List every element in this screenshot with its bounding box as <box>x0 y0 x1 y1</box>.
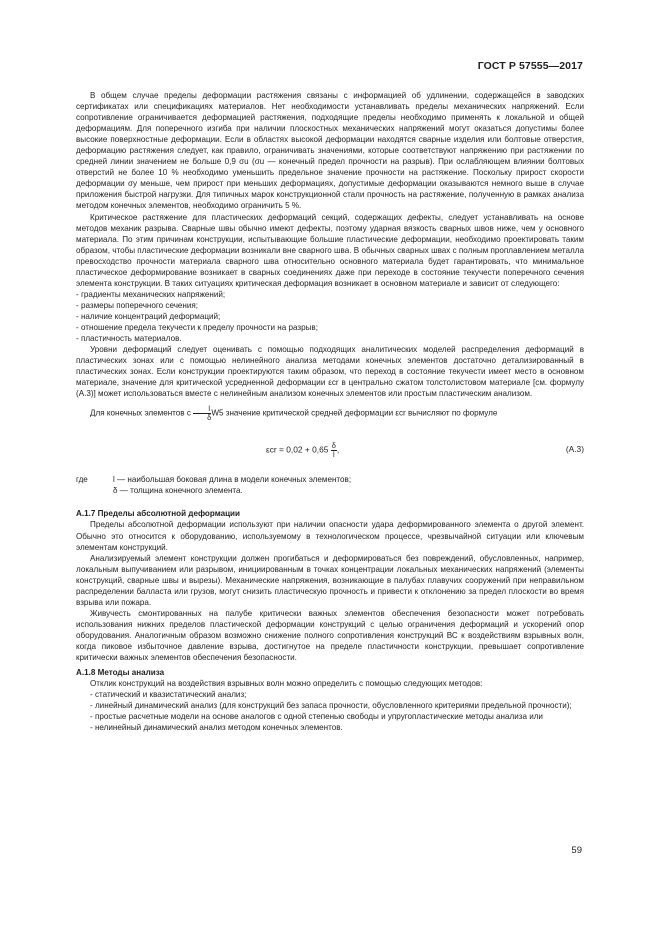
document-body <box>76 90 584 733</box>
formula-intro-pre: Для конечных элементов с <box>90 408 191 418</box>
list-item-text: статический и квазистатический анализ; <box>94 690 247 700</box>
list-item: - градиенты механических напряжений; <box>76 289 584 300</box>
formula-left: εcr = 0,02 + 0,65 <box>266 445 329 456</box>
where-row <box>76 474 584 485</box>
formula-denominator: l <box>332 450 335 460</box>
where-block <box>76 474 584 496</box>
where-definition-delta: δ — толщина конечного элемента. <box>113 486 243 496</box>
paragraph-tensile-limits: В общем случае пределы деформации растяжения связаны с информацией об удлинении, содержащейся в заводских сертификатах или спецификациях материалов. Нет необходимости устанавливать пределы механических напряжений. Если сопротивление ограничивается деформацией растяжения, подходящие пределы необходимо применять к локальной и общей деформациям. Для поперечного изгиба при наличии плоскостных механических напряжений могут оказаться допустимы более высокие поверхностные деформации. Если в областях высокой деформации находятся сварные изделия или болтовые отверстия, деформацию растяжения следует, как правило, ограничивать значениями, которые соответствуют напряжению при растяжении по средней линии значением не больше 0,9 σu (σu — конечный предел прочности на разрыв). При ослабляющем влиянии болтовых отверстий не более 10 % необходимо уменьшить предельное значение прочности на растяжение. Поскольку прирост скорости деформации σy меньше, чем прирост при меньших деформациях, допустимые деформации оказываются немного выше в случае приложения быстрой нагрузки. Для типичных марок конструкционной стали прочность на растяжение, полученную в рамках анализа методом конечных элементов, необходимо ограничить 5 %. <box>76 91 584 211</box>
section-heading-analysis-methods: А.1.8 Методы анализа <box>76 668 165 678</box>
formula-numerator: δ <box>331 441 336 451</box>
list-item: - простые расчетные модели на основе аналогов с одной степенью свободы и упругопластические методы анализа или <box>90 712 543 722</box>
paragraph-deformation-levels: Уровни деформаций следует оценивать с помощью подходящих аналитических моделей распределения деформаций в пластических зонах или с помощью нелинейного анализа методами конечных элементов достаточно детализированный в пластических зонах. Если конструкции проектируются таким образом, что переход в состояние текучести имеет место в основном материале, значение для критической усредненной деформации εcr в центрально сжатом толстолистовом материале [см. формулу (А.3)] может использоваться вместе с нелинейным анализом конечных элементов или простым пластическим анализом. <box>76 345 584 399</box>
standard-code-header: ГОСТ Р 57555—2017 <box>477 60 583 72</box>
formula-tail: , <box>336 445 340 456</box>
list-item-text: простые расчетные модели на основе аналогов с одной степенью свободы и упругопластические методы анализа или <box>94 712 543 722</box>
paragraph-formula-intro <box>76 405 584 422</box>
paragraph-survivability: Живучесть смонтированных на палубе критически важных элементов обеспечения безопасности может потребовать использования нижних пределов пластической деформации конструкций с целью ограничения деформаций и ускорений опор оборудования. Аналогичным образом возможно снижение полного сопротивления конструкций ВС к воздействиям взрывных волн, когда пиковое избыточное давление взрыва, достигнутое на пределе пластичности конструкции, превышает сопротивление критически важных элементов обеспечения безопасности. <box>76 608 584 663</box>
list-item: - отношение предела текучести к пределу прочности на разрыв; <box>76 322 584 333</box>
section-heading-absolute-deformation: А.1.7 Пределы абсолютной деформации <box>76 509 241 519</box>
list-item: - наличие концентраций деформаций; <box>76 311 584 322</box>
list-item: - статический и квазистатический анализ; <box>90 690 247 700</box>
factors-list <box>76 289 584 344</box>
paragraph-absolute-limits: Пределы абсолютной деформации используют при наличии опасности удара деформированного элемента о другой элемент. Обычно это относится к оборудованию, используемому в технологическом процессе, чрезвычайной ситуации или ключевым элементам конструкций. <box>76 520 584 552</box>
list-item: - размеры поперечного сечения; <box>76 300 584 311</box>
ratio-numerator: l <box>193 405 211 414</box>
list-item-text: нелинейный динамический анализ методом конечных элементов. <box>94 723 343 733</box>
where-definition-l: l — наибольшая боковая длина в модели конечных элементов; <box>113 475 352 485</box>
formula-expression <box>266 442 339 459</box>
list-item: - нелинейный динамический анализ методом конечных элементов. <box>90 723 343 733</box>
list-item-text: линейный динамический анализ (для конструкций без запаса прочности, обусловленного критериями предельной прочности); <box>94 701 572 711</box>
where-label: где <box>76 475 88 485</box>
paragraph-critical-tension: Критическое растяжение для пластических деформаций секций, содержащих дефекты, следует устанавливать на основе методов механик разрыва. Сварные швы обычно имеют дефекты, поэтому ударная вязкость сварных швов ниже, чем у основного материала. По этим причинам конструкции, испытывающие большие пластические деформации, необходимо проектировать таким образом, чтобы пластические деформации возникали вне сварного шва. В обычных сварных швах с полным проплавлением металла превосходство прочности материала сварного шва относительно основного материала будет гарантировать, что минимальное пластическое деформирование возникает в сварных соединениях даже при переходе в состояние текучести поперечного сечения элемента конструкции. В таких ситуациях критическая деформация возникает в основном материале и зависит от следующего: <box>76 212 584 288</box>
where-row <box>76 485 584 496</box>
list-item: - пластичность материалов. <box>76 333 584 344</box>
paragraph-methods-intro: Отклик конструкций на воздействия взрывных волн можно определить с помощью следующих методов: <box>90 679 483 689</box>
formula-number: (А.3) <box>565 444 584 455</box>
ratio-fraction <box>193 405 211 422</box>
formula-a3 <box>76 434 584 468</box>
ratio-denominator: δ <box>207 413 212 423</box>
formula-intro-post: W5 значение критической средней деформации εcr вычисляют по формуле <box>211 408 498 418</box>
page-number: 59 <box>571 845 582 856</box>
list-item: - линейный динамический анализ (для конструкций без запаса прочности, обусловленного критериями предельной прочности); <box>90 701 572 711</box>
paragraph-element-analysis: Анализируемый элемент конструкции должен прогибаться и деформироваться без повреждений, обусловленных, например, локальным выпучиванием или разрывом, инициированным в точках концентрации локальных механических напряжений (элементы конструкций, сварные швы и вырезы). Механические напряжения, возникающие в палубах плавучих сооружений при неправильном распределении балласта или грузов, могут снизить пластическую прочность и привести к отклонению за предел плоскости во время взрыва или пожара. <box>76 553 584 607</box>
